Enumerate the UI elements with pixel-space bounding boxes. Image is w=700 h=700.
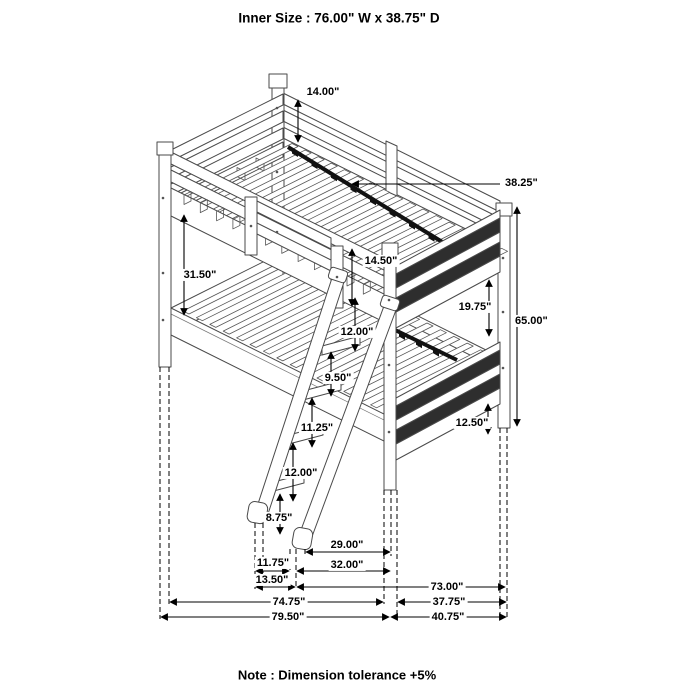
tolerance-note: Note : Dimension tolerance +5%	[237, 667, 437, 683]
dim-ladder-base-span: 32.00"	[330, 558, 364, 571]
dim-bunk-clearance: 31.50"	[183, 268, 217, 281]
dim-rung-bottom-height: 8.75"	[265, 511, 293, 524]
dim-depth-total: 40.75"	[431, 610, 465, 623]
dim-foot-panel-gap: 19.75"	[458, 300, 492, 313]
post-back-left-cap	[269, 74, 287, 88]
dim-depth-inner: 37.75"	[432, 595, 466, 608]
dim-rung-space-2: 9.50"	[324, 371, 352, 384]
dim-ladder-reach: 29.00"	[330, 538, 364, 551]
dim-guardrail-height: 14.50"	[364, 254, 398, 267]
dim-slat-length: 38.25"	[505, 176, 538, 189]
dim-length-total: 79.50"	[271, 610, 305, 623]
post-front-left-cap	[157, 142, 173, 155]
dim-ladder-foot-depth: 13.50"	[255, 573, 289, 586]
dim-headboard-height: 14.00"	[306, 85, 340, 98]
dim-ladder-feet-span: 11.75"	[256, 556, 290, 569]
back-rail-support	[386, 141, 397, 196]
inner-size-title: Inner Size : 76.00" W x 38.75" D	[238, 10, 440, 26]
dim-total-height: 65.00"	[515, 314, 548, 327]
dim-length-inner: 73.00"	[430, 580, 464, 593]
dim-rung-space-4: 12.00"	[284, 466, 318, 479]
dim-foot-panel-bottom: 12.50"	[455, 416, 489, 429]
dim-rung-space-top: 12.00"	[340, 325, 374, 338]
post-front-right	[384, 250, 396, 490]
dim-length-no-posts: 74.75"	[272, 595, 306, 608]
dim-rung-space-3: 11.25"	[300, 421, 334, 434]
ladder-foot-right	[291, 527, 313, 551]
post-front-left	[159, 145, 171, 367]
